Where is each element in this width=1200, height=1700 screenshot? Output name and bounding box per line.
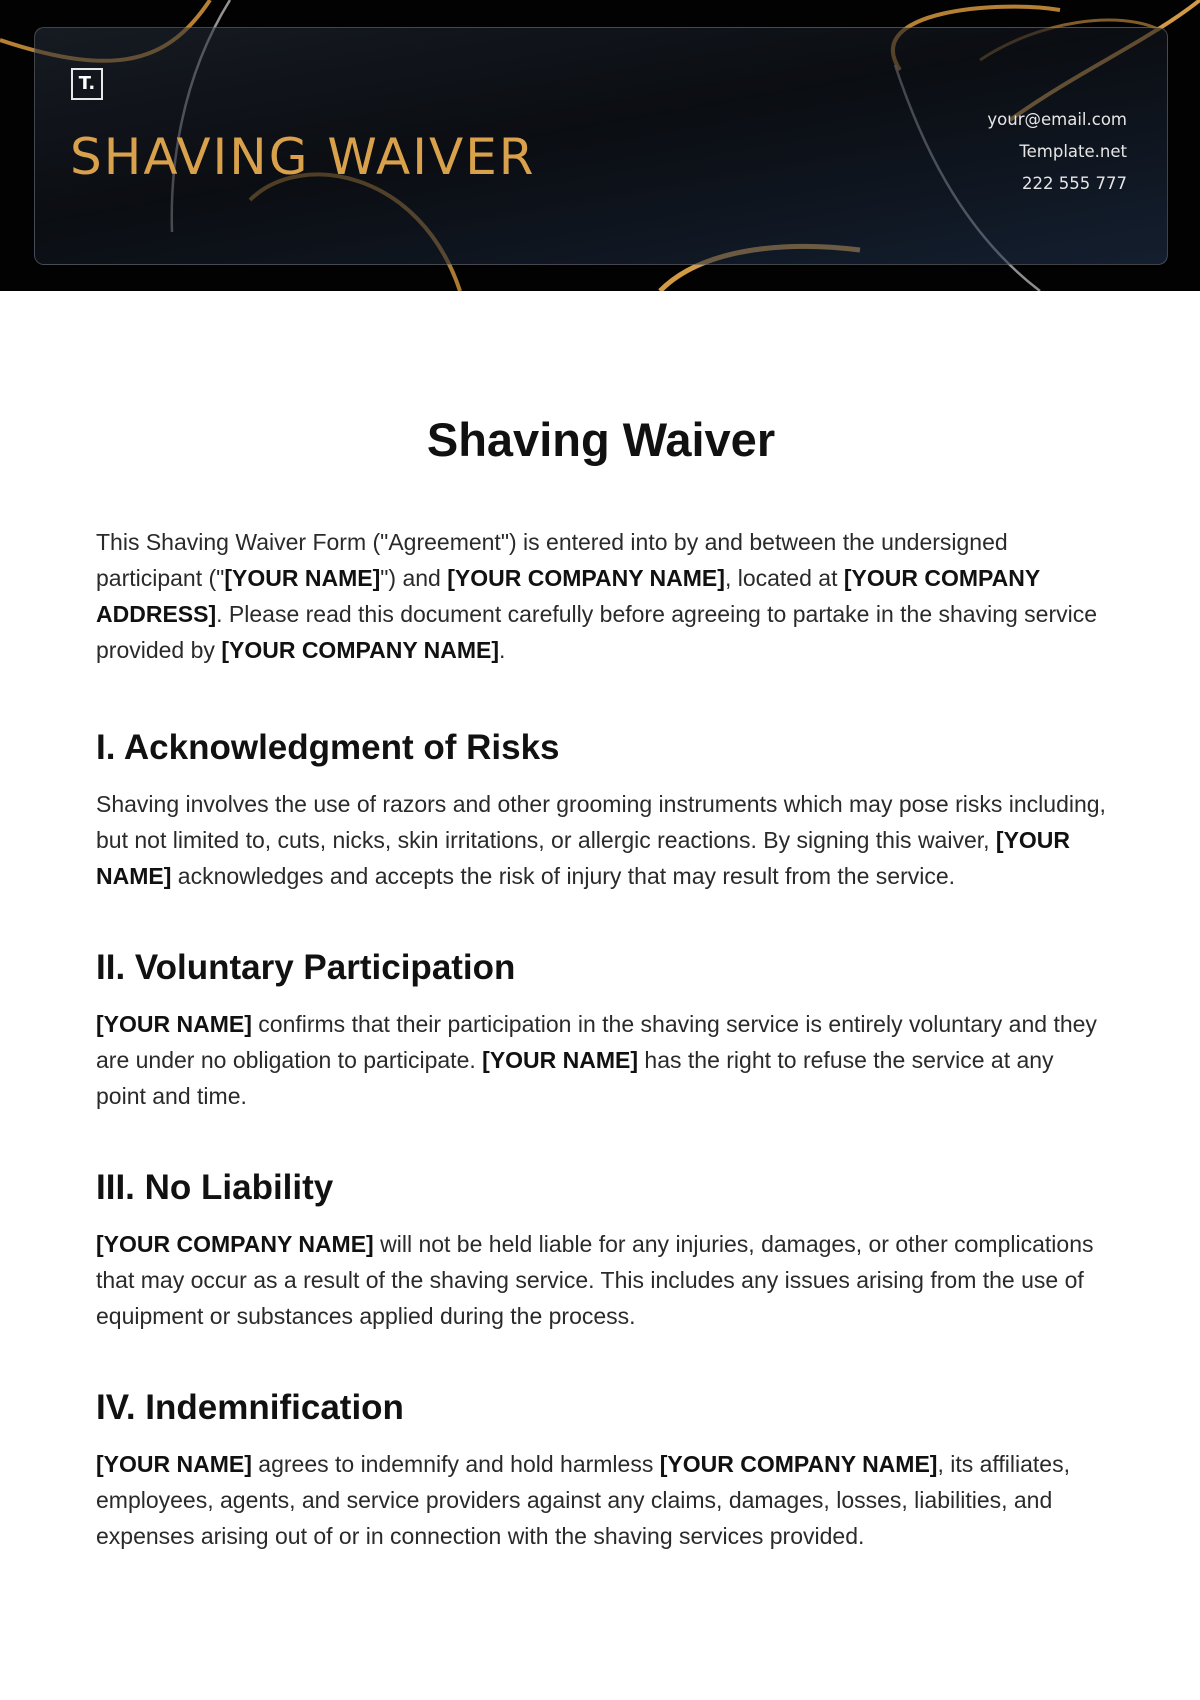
section-voluntary-participation (96, 946, 1106, 1114)
section-paragraph (96, 1226, 1106, 1334)
contact-email[interactable]: your@email.com (987, 110, 1127, 129)
placeholder-field: [YOUR COMPANY NAME] (221, 637, 500, 663)
placeholder-field: [YOUR COMPANY NAME] (659, 1451, 938, 1477)
text-run: Shaving involves the use of razors and other grooming instruments which may pose risks including, but not limited to, cuts, nicks, skin irritations, or allergic reactions. By signing this waiver, (96, 791, 1106, 853)
placeholder-field: [YOUR NAME] (482, 1047, 639, 1073)
placeholder-field: [YOUR COMPANY NAME] (447, 565, 725, 591)
section-no-liability (96, 1166, 1106, 1334)
text-run: , its affiliates, employees, agents, and service providers against any claims, damages, losses, liabilities, and expenses arising out of or in connection with the shaving services provided. (96, 1451, 1070, 1549)
section-acknowledgment-of-risks (96, 726, 1106, 894)
brand-logo: T. (71, 68, 103, 100)
header-banner (0, 0, 1200, 291)
section-heading: III. No Liability (96, 1168, 334, 1207)
text-run: . (499, 637, 506, 663)
page-title: Shaving Waiver (426, 413, 776, 466)
placeholder-field: [YOUR COMPANY ADDRESS] (96, 565, 1040, 627)
placeholder-field: [YOUR NAME] (96, 827, 1071, 889)
text-run: This Shaving Waiver Form ("Agreement") is entered into by and between the undersigned participant (" (96, 529, 1008, 591)
section-heading: I. Acknowledgment of Risks (96, 728, 560, 767)
section-paragraph (96, 786, 1106, 894)
intro-paragraph (96, 524, 1106, 668)
contact-phone: 222 555 777 (1022, 174, 1127, 193)
text-run: acknowledges and accepts the risk of injury that may result from the service. (171, 863, 956, 889)
text-run: will not be held liable for any injuries, damages, or other complications that may occur as a result of the shaving service. This includes any issues arising from the use of equipment or substances applied during the process. (96, 1231, 1094, 1329)
placeholder-field: [YOUR NAME] (96, 1011, 252, 1037)
contact-website[interactable]: Template.net (1019, 142, 1127, 161)
document-body (96, 410, 1106, 1606)
text-run: has the right to refuse the service at any point and time. (96, 1047, 1054, 1109)
contact-block (987, 104, 1127, 200)
banner-title: SHAVING WAIVER (70, 128, 536, 186)
section-indemnification (96, 1386, 1106, 1554)
text-run: ") and (380, 565, 448, 591)
text-run: . Please read this document carefully before agreeing to partake in the shaving service provided by (96, 601, 1098, 663)
section-heading: II. Voluntary Participation (96, 948, 516, 987)
text-run: , located at (724, 565, 844, 591)
text-run: agrees to indemnify and hold harmless (251, 1451, 660, 1477)
placeholder-field: [YOUR NAME] (96, 1451, 252, 1477)
section-heading: IV. Indemnification (96, 1388, 404, 1427)
section-paragraph (96, 1006, 1106, 1114)
section-paragraph (96, 1446, 1106, 1554)
text-run: confirms that their participation in the shaving service is entirely voluntary and they are under no obligation to participate. (96, 1011, 1097, 1073)
placeholder-field: [YOUR NAME] (224, 565, 381, 591)
placeholder-field: [YOUR COMPANY NAME] (96, 1231, 374, 1257)
